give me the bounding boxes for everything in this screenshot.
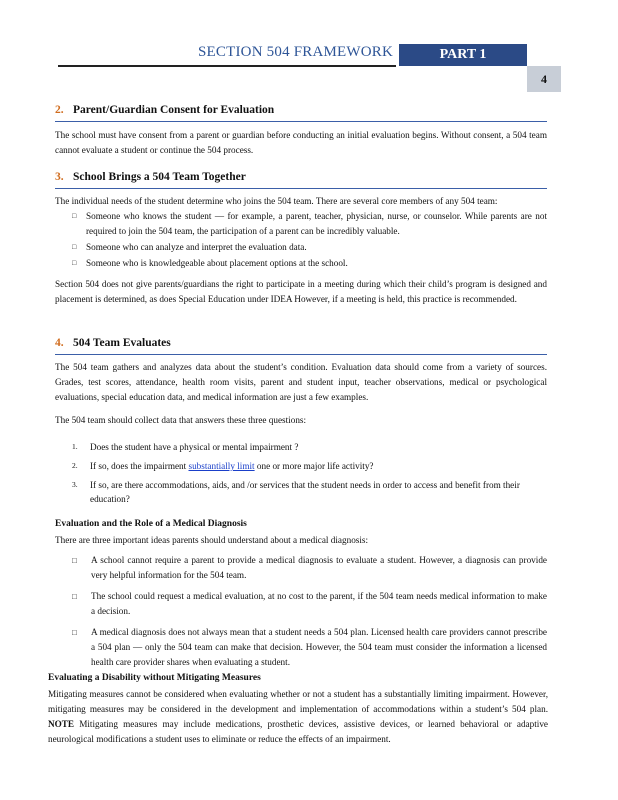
list-item: □ Someone who knows the student — for example, a parent, teacher, physician, nurse, or counselor. While parents are not required to join the 504 team, the participation of a parent can be incredibly valuable.: [72, 211, 547, 236]
section-3-number: 3.: [55, 171, 64, 183]
square-bullet-icon: □: [72, 259, 77, 267]
header-title: SECTION 504 FRAMEWORK: [198, 44, 394, 60]
section-2-rule: [55, 121, 547, 122]
section-4-rule: [55, 354, 547, 355]
section-4-title: 504 Team Evaluates: [73, 337, 171, 349]
medical-bullet-list: [72, 553, 547, 676]
list-item: 3. If so, are there accommodations, aids, and /or services that the student needs in order to access and benefit from their education?: [72, 480, 520, 504]
list-item: □ A medical diagnosis does not always mean that a student needs a 504 plan. Licensed health care providers cannot prescribe a 504 plan — only the 504 team can make that decision. However, the 504 team must consider the information a licensed health care provider shares when evaluating a student.: [72, 627, 547, 667]
section-4-number: 4.: [55, 337, 64, 349]
mitigating-measures-paragraph: Mitigating measures cannot be considered when evaluating whether or not a student has a substantially limiting impairment. However, mitigating measures may be considered in the development and implementation of accommodations within a student’s 504 plan. NOTE Mitigating measures may include medications, prosthetic devices, assistive devices, or learned behavioral or adaptive neurological modifications a student uses to eliminate or reduce the effects of an impairment.: [48, 689, 548, 744]
list-item: □ A school cannot require a parent to provide a medical diagnosis to evaluate a student. However, a diagnosis can provide very helpful information for the 504 team.: [72, 555, 547, 580]
square-bullet-icon: □: [72, 243, 77, 251]
square-bullet-icon: □: [72, 592, 77, 601]
mitigating-measures-heading: Evaluating a Disability without Mitigating Measures: [48, 673, 261, 683]
header-rule: [58, 65, 396, 67]
section-3-bullet-list: [72, 209, 547, 272]
square-bullet-icon: □: [72, 628, 77, 637]
section-2-number: 2.: [55, 104, 64, 116]
section-4-paragraph: The 504 team gathers and analyzes data about the student’s condition. Evaluation data should come from a variety of sources. Grades, test scores, attendance, health room visits, parent and student input, teacher observations, medical or psychological evaluations, special education data, and medical information are just a few examples.: [55, 362, 547, 402]
medical-diagnosis-intro: There are three important ideas parents should understand about a medical diagnosis:: [55, 535, 369, 545]
section-3-paragraph: Section 504 does not give parents/guardians the right to participate in a meeting during which their child’s program is designed and placement is determined, as does Special Education under IDEA However, if a meeting is held, this practice is recommended.: [55, 279, 547, 304]
questions-list: [72, 440, 547, 511]
section-2-heading: [55, 104, 547, 116]
page-number: 4: [527, 66, 561, 92]
questions-intro: The 504 team should collect data that answers these three questions:: [55, 415, 307, 425]
list-item: 2. If so, does the impairment substantially limit one or more major life activity?: [72, 461, 374, 471]
square-bullet-icon: □: [72, 212, 77, 220]
list-item: 1. Does the student have a physical or mental impairment ?: [72, 442, 299, 452]
section-3-intro: The individual needs of the student determine who joins the 504 team. There are several core members of any 504 team:: [55, 196, 498, 206]
section-3-title: School Brings a 504 Team Together: [73, 171, 246, 183]
section-2-title: Parent/Guardian Consent for Evaluation: [73, 104, 275, 116]
section-2-paragraph: The school must have consent from a parent or guardian before conducting an initial evaluation begins. Without consent, a 504 team cannot evaluate a student or continue the 504 process.: [55, 130, 547, 155]
list-item: □ The school could request a medical evaluation, at no cost to the parent, if the 504 team needs medical information to make a decision.: [72, 591, 547, 616]
list-item: □ Someone who is knowledgeable about placement options at the school.: [72, 256, 547, 271]
part-badge: PART 1: [399, 44, 527, 66]
section-3-rule: [55, 188, 547, 189]
list-item: □ Someone who can analyze and interpret the evaluation data.: [72, 240, 547, 255]
substantially-limit-link[interactable]: substantially limit: [188, 461, 255, 471]
square-bullet-icon: □: [72, 556, 77, 565]
medical-diagnosis-heading: Evaluation and the Role of a Medical Diagnosis: [55, 519, 247, 529]
note-label: NOTE: [48, 719, 75, 729]
section-3-heading: [55, 171, 547, 183]
section-4-heading: [55, 337, 547, 349]
